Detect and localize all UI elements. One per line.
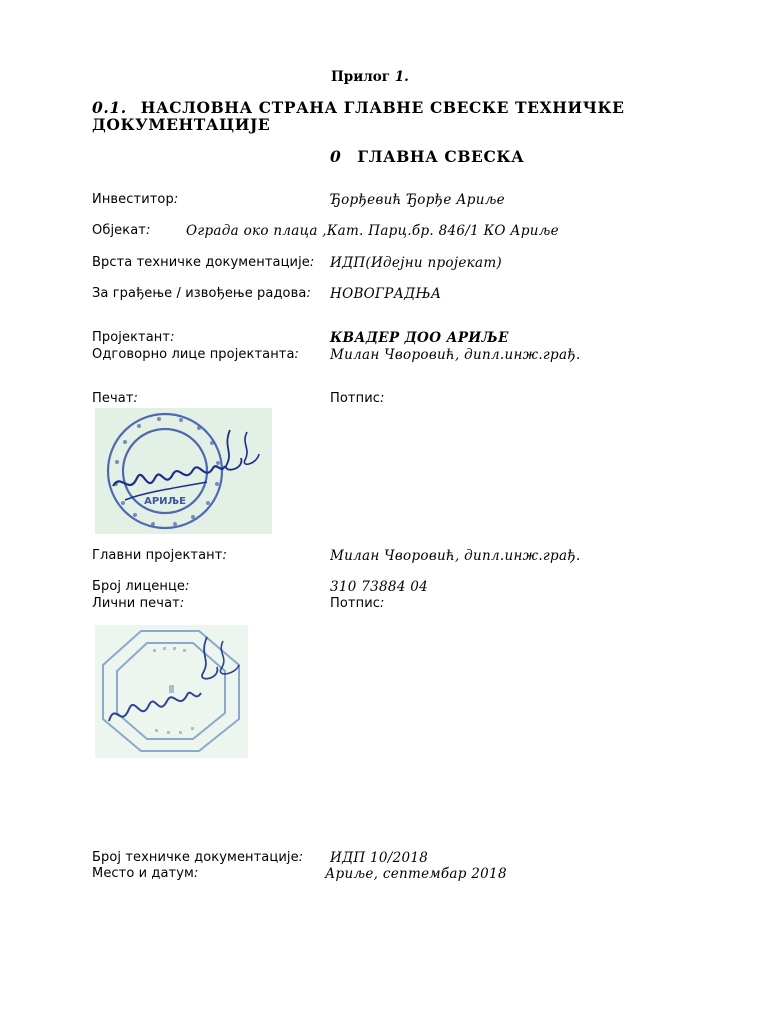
chief-designer-label-text: Главни пројектант bbox=[92, 548, 223, 563]
license-label: Број лиценце: bbox=[92, 579, 190, 594]
designer-label-text: Пројектант bbox=[92, 330, 171, 345]
doc-type-value: ИДП(Идејни пројекат) bbox=[330, 255, 502, 271]
object-value: Ограда око плаца ,Кат. Парц.бр. 846/1 КО Ариље bbox=[186, 223, 559, 239]
construction-label: За грађење / извођење радова: bbox=[92, 286, 311, 301]
doc-type-label: Врста техничке документације: bbox=[92, 255, 315, 270]
seal-label-text: Печат bbox=[92, 391, 134, 406]
company-stamp-image bbox=[95, 408, 272, 534]
signature-label-text: Потпис bbox=[330, 391, 380, 406]
signature-label: Потпис: bbox=[330, 391, 385, 406]
designer-label: Пројектант: bbox=[92, 330, 175, 345]
company-stamp-city: АРИЉЕ bbox=[144, 496, 186, 507]
doc-number-label-text: Број техничке документације bbox=[92, 850, 299, 865]
investor-value: Ђорђевић Ђорђе Ариље bbox=[330, 192, 505, 208]
construction-value: НОВОГРАДЊА bbox=[330, 286, 442, 302]
personal-stamp-svg bbox=[95, 625, 248, 758]
section-title-line1: НАСЛОВНА СТРАНА ГЛАВНЕ СВЕСКЕ ТЕХНИЧКЕ bbox=[140, 98, 625, 117]
annex-title bbox=[331, 69, 409, 85]
doc-number-label: Број техничке документације: bbox=[92, 850, 304, 865]
section-number: 0.1. bbox=[92, 98, 127, 117]
company-stamp-svg bbox=[95, 408, 272, 534]
investor-label: Инвеститор: bbox=[92, 192, 179, 207]
volume-heading bbox=[330, 149, 524, 165]
place-date-value: Ариље, септембар 2018 bbox=[325, 866, 507, 882]
object-label-text: Објекат bbox=[92, 223, 146, 238]
license-value: 310 73884 04 bbox=[330, 579, 429, 595]
responsible-value: Милан Чворовић, дипл.инж.грађ. bbox=[330, 347, 581, 363]
responsible-label-text: Одговорно лице пројектанта bbox=[92, 347, 295, 362]
license-label-text: Број лиценце bbox=[92, 579, 186, 594]
chief-designer-value: Милан Чворовић, дипл.инж.грађ. bbox=[330, 548, 581, 564]
chief-designer-label: Главни пројектант: bbox=[92, 548, 227, 563]
designer-value: КВАДЕР ДОО АРИЉЕ bbox=[330, 330, 509, 346]
section-heading-line1 bbox=[92, 100, 625, 116]
doc-type-label-text: Врста техничке документације bbox=[92, 255, 310, 270]
place-date-label-text: Место и датум bbox=[92, 866, 194, 881]
volume-title: ГЛАВНА СВЕСКА bbox=[357, 147, 525, 166]
personal-seal-label: Лични печат: bbox=[92, 596, 185, 611]
volume-number: 0 bbox=[330, 147, 342, 166]
doc-number-value: ИДП 10/2018 bbox=[330, 850, 429, 866]
responsible-label: Одговорно лице пројектанта: bbox=[92, 347, 300, 362]
seal-label: Печат: bbox=[92, 391, 138, 406]
annex-label: Прилог bbox=[331, 69, 390, 85]
object-label: Објекат: bbox=[92, 223, 151, 238]
signature2-label: Потпис: bbox=[330, 596, 385, 611]
personal-stamp-image bbox=[95, 625, 248, 758]
place-date-label: Место и датум: bbox=[92, 866, 199, 881]
construction-label-text: За грађење / извођење радова bbox=[92, 286, 307, 301]
annex-number: 1. bbox=[394, 69, 409, 85]
signature2-label-text: Потпис bbox=[330, 596, 380, 611]
personal-seal-label-text: Лични печат bbox=[92, 596, 180, 611]
investor-label-text: Инвеститор bbox=[92, 192, 174, 207]
section-title-line2: ДОКУМЕНТАЦИЈЕ bbox=[92, 115, 271, 134]
